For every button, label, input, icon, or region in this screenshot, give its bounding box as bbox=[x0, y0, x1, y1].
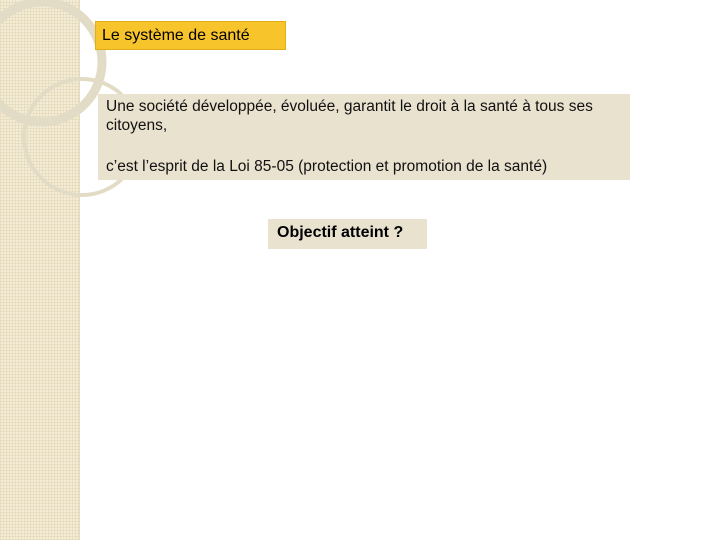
intro-paragraph-2: c’est l’esprit de la Loi 85-05 (protection et promotion de la santé) bbox=[106, 158, 548, 175]
question-box: Objectif atteint ? bbox=[268, 219, 427, 249]
intro-paragraph-1: Une société développée, évoluée, garantit le droit à la santé à tous ses citoyens, bbox=[106, 98, 593, 134]
ornament-outer-circle bbox=[0, 2, 102, 122]
intro-text-box bbox=[98, 94, 630, 180]
slide-title: Le système de santé bbox=[95, 21, 286, 50]
